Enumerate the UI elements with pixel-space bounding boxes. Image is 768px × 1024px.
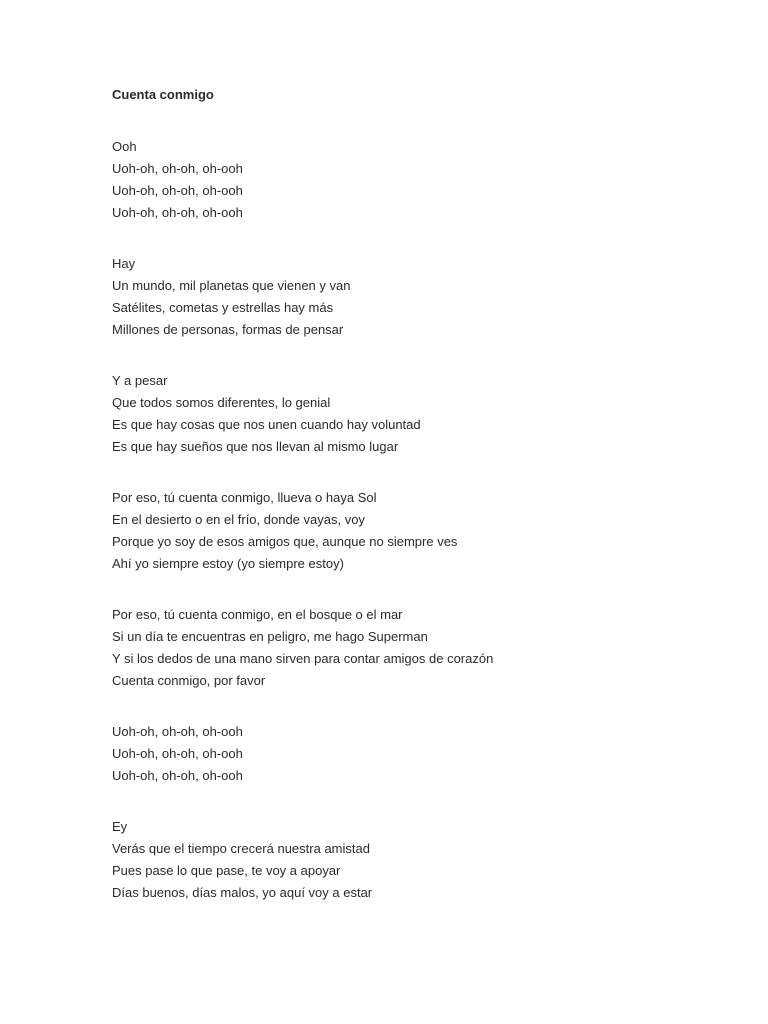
- lyric-line: Por eso, tú cuenta conmigo, llueva o haya Sol: [112, 490, 377, 505]
- lyric-line: En el desierto o en el frío, donde vayas, voy: [112, 512, 365, 527]
- lyric-line: Uoh-oh, oh-oh, oh-ooh: [112, 768, 243, 783]
- lyric-line: Uoh-oh, oh-oh, oh-ooh: [112, 161, 243, 176]
- lyric-line: Si un día te encuentras en peligro, me hago Superman: [112, 629, 428, 644]
- song-title: Cuenta conmigo: [112, 87, 214, 102]
- lyric-line: Ey: [112, 819, 128, 834]
- stanza-3: [112, 370, 712, 458]
- lyric-line: Uoh-oh, oh-oh, oh-ooh: [112, 183, 243, 198]
- lyric-line: Porque yo soy de esos amigos que, aunque no siempre ves: [112, 534, 458, 549]
- lyrics-page: [112, 85, 712, 933]
- lyric-line: Ooh: [112, 139, 137, 154]
- stanza-7: [112, 816, 712, 904]
- stanza-6: [112, 721, 712, 787]
- lyric-line: Verás que el tiempo crecerá nuestra amistad: [112, 841, 370, 856]
- stanza-4: [112, 487, 712, 575]
- lyric-line: Por eso, tú cuenta conmigo, en el bosque o el mar: [112, 607, 403, 622]
- lyric-line: Satélites, cometas y estrellas hay más: [112, 300, 334, 315]
- lyric-line: Uoh-oh, oh-oh, oh-ooh: [112, 724, 243, 739]
- lyric-line: Millones de personas, formas de pensar: [112, 322, 344, 337]
- lyric-line: Uoh-oh, oh-oh, oh-ooh: [112, 205, 243, 220]
- stanza-2: [112, 253, 712, 341]
- stanza-5: [112, 604, 712, 692]
- lyric-line: Es que hay sueños que nos llevan al mismo lugar: [112, 439, 399, 454]
- stanza-1: [112, 136, 712, 224]
- lyric-line: Días buenos, días malos, yo aquí voy a estar: [112, 885, 373, 900]
- lyric-line: Hay: [112, 256, 136, 271]
- lyric-line: Pues pase lo que pase, te voy a apoyar: [112, 863, 341, 878]
- lyric-line: Ahí yo siempre estoy (yo siempre estoy): [112, 556, 344, 571]
- lyric-line: Un mundo, mil planetas que vienen y van: [112, 278, 351, 293]
- lyric-line: Y si los dedos de una mano sirven para contar amigos de corazón: [112, 651, 494, 666]
- lyric-line: Es que hay cosas que nos unen cuando hay voluntad: [112, 417, 421, 432]
- lyric-line: Uoh-oh, oh-oh, oh-ooh: [112, 746, 243, 761]
- lyric-line: Que todos somos diferentes, lo genial: [112, 395, 331, 410]
- lyric-line: Y a pesar: [112, 373, 168, 388]
- lyric-line: Cuenta conmigo, por favor: [112, 673, 266, 688]
